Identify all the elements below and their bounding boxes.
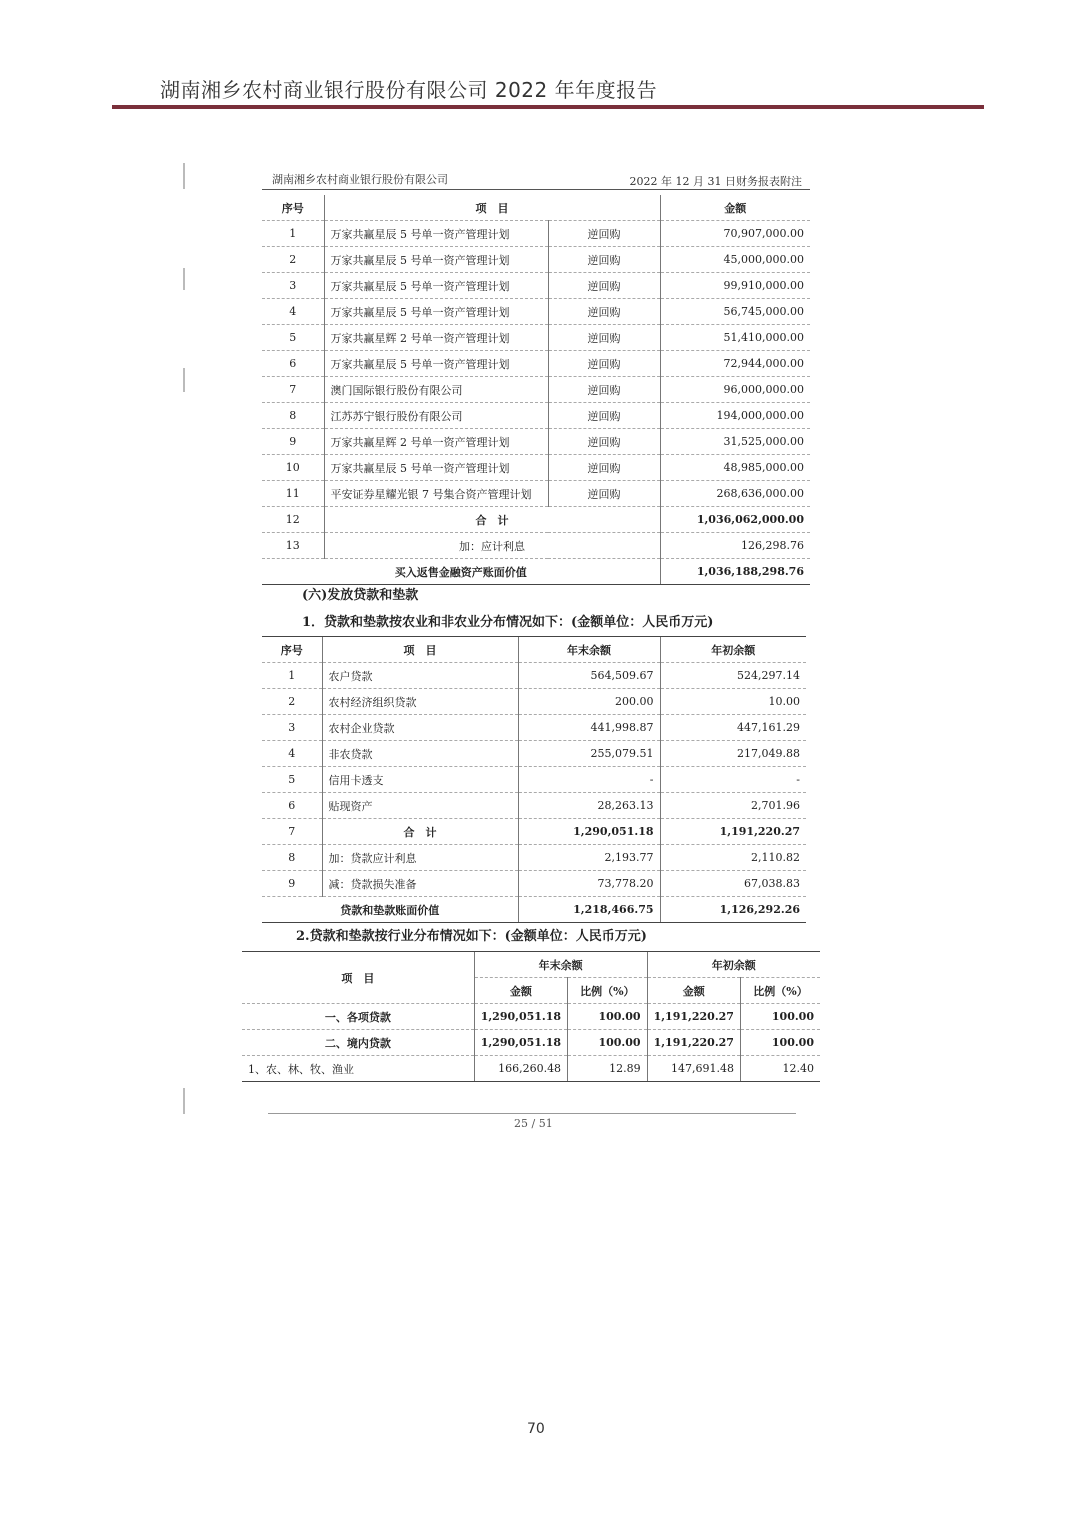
- table-row: [262, 325, 810, 351]
- row-end-amount: 1,290,051.18: [474, 1004, 567, 1030]
- col-header-begin-ratio: 比例（%）: [740, 978, 820, 1004]
- row-type: 逆回购: [548, 273, 660, 299]
- row-type: 逆回购: [548, 247, 660, 273]
- row-type: 逆回购: [548, 481, 660, 507]
- row-name: 二、境内贷款: [242, 1030, 474, 1056]
- col-header-item: 项 目: [242, 952, 474, 1004]
- row-name: 万家共赢星辰 5 号单一资产管理计划: [324, 273, 548, 299]
- row-begin: -: [660, 767, 806, 793]
- row-name: 农户贷款: [322, 663, 518, 689]
- row-seq: 9: [262, 871, 322, 897]
- row-seq: 8: [262, 845, 322, 871]
- loans-industry-table: [242, 951, 820, 1082]
- row-begin-ratio: 100.00: [740, 1030, 820, 1056]
- col-header-end-ratio: 比例（%）: [568, 978, 648, 1004]
- row-name: 一、各项贷款: [242, 1004, 474, 1030]
- row-name: 万家共赢星辰 5 号单一资产管理计划: [324, 247, 548, 273]
- row-amount: 99,910,000.00: [660, 273, 810, 299]
- col-header-begin-amount: 金额: [647, 978, 740, 1004]
- row-amount: 31,525,000.00: [660, 429, 810, 455]
- row-seq: 7: [262, 819, 322, 845]
- row-begin: 2,701.96: [660, 793, 806, 819]
- row-begin-ratio: 12.40: [740, 1056, 820, 1082]
- row-begin-amount: 147,691.48: [647, 1056, 740, 1082]
- table-row: [262, 429, 810, 455]
- row-type: 逆回购: [548, 455, 660, 481]
- row-end: 2,193.77: [518, 845, 660, 871]
- row-end-ratio: 100.00: [568, 1004, 648, 1030]
- table-row: [262, 715, 806, 741]
- table-row: [262, 247, 810, 273]
- table-row: [242, 1056, 820, 1082]
- row-name: 万家共赢星辉 2 号单一资产管理计划: [324, 429, 548, 455]
- row-end: 441,998.87: [518, 715, 660, 741]
- report-title: 湖南湘乡农村商业银行股份有限公司 2022 年年度报告: [160, 78, 658, 102]
- row-name: 信用卡透支: [322, 767, 518, 793]
- table-row-book-value: [262, 897, 806, 923]
- row-end: 564,509.67: [518, 663, 660, 689]
- row-seq: 6: [262, 793, 322, 819]
- row-begin: 2,110.82: [660, 845, 806, 871]
- table-row: [262, 403, 810, 429]
- table-row: [242, 1004, 820, 1030]
- col-header-seq: 序号: [262, 637, 322, 663]
- table-row: [262, 377, 810, 403]
- row-begin: 447,161.29: [660, 715, 806, 741]
- row-amount: 268,636,000.00: [660, 481, 810, 507]
- page-number: 70: [527, 1421, 545, 1437]
- table-row-interest: [262, 845, 806, 871]
- row-name: 万家共赢星辰 5 号单一资产管理计划: [324, 351, 548, 377]
- subheader-rule: [262, 189, 810, 190]
- row-amount: 72,944,000.00: [660, 351, 810, 377]
- reverse-repo-table: [262, 195, 810, 585]
- row-seq: 4: [262, 741, 322, 767]
- row-seq: 13: [262, 533, 324, 559]
- row-type: 逆回购: [548, 325, 660, 351]
- row-begin: 10.00: [660, 689, 806, 715]
- table-row: [262, 663, 806, 689]
- row-seq: 9: [262, 429, 324, 455]
- section-subtitle-2: 2.贷款和垫款按行业分布情况如下：(金额单位：人民币万元): [296, 929, 647, 944]
- row-name: 万家共赢星辰 5 号单一资产管理计划: [324, 455, 548, 481]
- section-title: (六)发放贷款和垫款: [302, 588, 419, 603]
- row-name: 万家共赢星辰 5 号单一资产管理计划: [324, 299, 548, 325]
- row-amount: 51,410,000.00: [660, 325, 810, 351]
- row-label: 加：贷款应计利息: [322, 845, 518, 871]
- row-end-amount: 1,290,051.18: [474, 1030, 567, 1056]
- row-label: 合 计: [324, 507, 660, 533]
- table-row: [262, 741, 806, 767]
- row-end: 200.00: [518, 689, 660, 715]
- table-row: [262, 455, 810, 481]
- inner-footer-rule: [268, 1113, 796, 1114]
- row-amount: 70,907,000.00: [660, 221, 810, 247]
- row-end: -: [518, 767, 660, 793]
- row-label: 加：应计利息: [324, 533, 660, 559]
- table-row: [262, 221, 810, 247]
- row-name: 贴现资产: [322, 793, 518, 819]
- row-end: 255,079.51: [518, 741, 660, 767]
- row-amount: 1,036,188,298.76: [660, 559, 810, 585]
- row-seq: 1: [262, 663, 322, 689]
- row-amount: 194,000,000.00: [660, 403, 810, 429]
- row-name: 1、农、林、牧、渔业: [242, 1056, 474, 1082]
- row-seq: 2: [262, 689, 322, 715]
- row-begin: 67,038.83: [660, 871, 806, 897]
- row-name: 万家共赢星辉 2 号单一资产管理计划: [324, 325, 548, 351]
- scan-mark: [183, 268, 185, 290]
- row-amount: 45,000,000.00: [660, 247, 810, 273]
- table-row-interest: [262, 533, 810, 559]
- row-name: 农村企业贷款: [322, 715, 518, 741]
- row-amount: 1,036,062,000.00: [660, 507, 810, 533]
- row-begin: 524,297.14: [660, 663, 806, 689]
- row-type: 逆回购: [548, 403, 660, 429]
- row-seq: 1: [262, 221, 324, 247]
- row-seq: 5: [262, 325, 324, 351]
- row-name: 非农贷款: [322, 741, 518, 767]
- row-seq: 11: [262, 481, 324, 507]
- row-amount: 56,745,000.00: [660, 299, 810, 325]
- table-row-provision: [262, 871, 806, 897]
- row-seq: 7: [262, 377, 324, 403]
- row-amount: 96,000,000.00: [660, 377, 810, 403]
- row-begin: 1,191,220.27: [660, 819, 806, 845]
- company-subheader: 湖南湘乡农村商业银行股份有限公司: [272, 173, 448, 186]
- col-header-item: 项 目: [324, 195, 660, 221]
- row-name: 万家共赢星辰 5 号单一资产管理计划: [324, 221, 548, 247]
- table-row: [262, 351, 810, 377]
- row-seq: 5: [262, 767, 322, 793]
- row-type: 逆回购: [548, 299, 660, 325]
- row-end: 1,290,051.18: [518, 819, 660, 845]
- header-rule: [112, 105, 984, 109]
- table-row: [262, 689, 806, 715]
- table-row-total: [262, 507, 810, 533]
- row-label: 减：贷款损失准备: [322, 871, 518, 897]
- row-end-ratio: 100.00: [568, 1030, 648, 1056]
- row-begin-amount: 1,191,220.27: [647, 1030, 740, 1056]
- row-seq: 3: [262, 715, 322, 741]
- row-end: 73,778.20: [518, 871, 660, 897]
- row-begin-ratio: 100.00: [740, 1004, 820, 1030]
- loans-agri-table: [262, 636, 806, 923]
- row-seq: 10: [262, 455, 324, 481]
- scan-mark: [183, 368, 185, 392]
- scan-mark: [183, 163, 185, 189]
- table-row-book-value: [262, 559, 810, 585]
- row-seq: 12: [262, 507, 324, 533]
- row-name: 平安证券星耀光银 7 号集合资产管理计划: [324, 481, 548, 507]
- table-row: [262, 299, 810, 325]
- col-header-end-amount: 金额: [474, 978, 567, 1004]
- row-seq: 2: [262, 247, 324, 273]
- inner-page-number: 25 / 51: [514, 1117, 553, 1130]
- col-header-begin: 年初余额: [660, 637, 806, 663]
- table-row-total: [262, 819, 806, 845]
- scan-mark: [183, 1088, 185, 1114]
- row-type: 逆回购: [548, 377, 660, 403]
- row-seq: 6: [262, 351, 324, 377]
- row-begin: 1,126,292.26: [660, 897, 806, 923]
- table-row: [242, 1030, 820, 1056]
- row-label: 买入返售金融资产账面价值: [262, 559, 660, 585]
- row-type: 逆回购: [548, 221, 660, 247]
- col-header-begin: 年初余额: [647, 952, 820, 978]
- row-end-amount: 166,260.48: [474, 1056, 567, 1082]
- row-label: 合 计: [322, 819, 518, 845]
- col-header-end: 年末余额: [474, 952, 647, 978]
- section-subtitle-1: 1．贷款和垫款按农业和非农业分布情况如下：(金额单位：人民币万元): [302, 615, 714, 630]
- row-type: 逆回购: [548, 351, 660, 377]
- row-begin-amount: 1,191,220.27: [647, 1004, 740, 1030]
- row-end: 1,218,466.75: [518, 897, 660, 923]
- row-seq: 4: [262, 299, 324, 325]
- row-end: 28,263.13: [518, 793, 660, 819]
- col-header-seq: 序号: [262, 195, 324, 221]
- notes-subheader: 2022 年 12 月 31 日财务报表附注: [629, 175, 802, 188]
- row-seq: 3: [262, 273, 324, 299]
- row-amount: 48,985,000.00: [660, 455, 810, 481]
- col-header-end: 年末余额: [518, 637, 660, 663]
- row-type: 逆回购: [548, 429, 660, 455]
- table-row: [262, 767, 806, 793]
- table-row: [262, 273, 810, 299]
- table-row: [262, 793, 806, 819]
- row-label: 贷款和垫款账面价值: [262, 897, 518, 923]
- row-name: 澳门国际银行股份有限公司: [324, 377, 548, 403]
- col-header-item: 项 目: [322, 637, 518, 663]
- row-amount: 126,298.76: [660, 533, 810, 559]
- row-end-ratio: 12.89: [568, 1056, 648, 1082]
- table-row: [262, 481, 810, 507]
- row-begin: 217,049.88: [660, 741, 806, 767]
- row-seq: 8: [262, 403, 324, 429]
- col-header-amount: 金额: [660, 195, 810, 221]
- row-name: 农村经济组织贷款: [322, 689, 518, 715]
- row-name: 江苏苏宁银行股份有限公司: [324, 403, 548, 429]
